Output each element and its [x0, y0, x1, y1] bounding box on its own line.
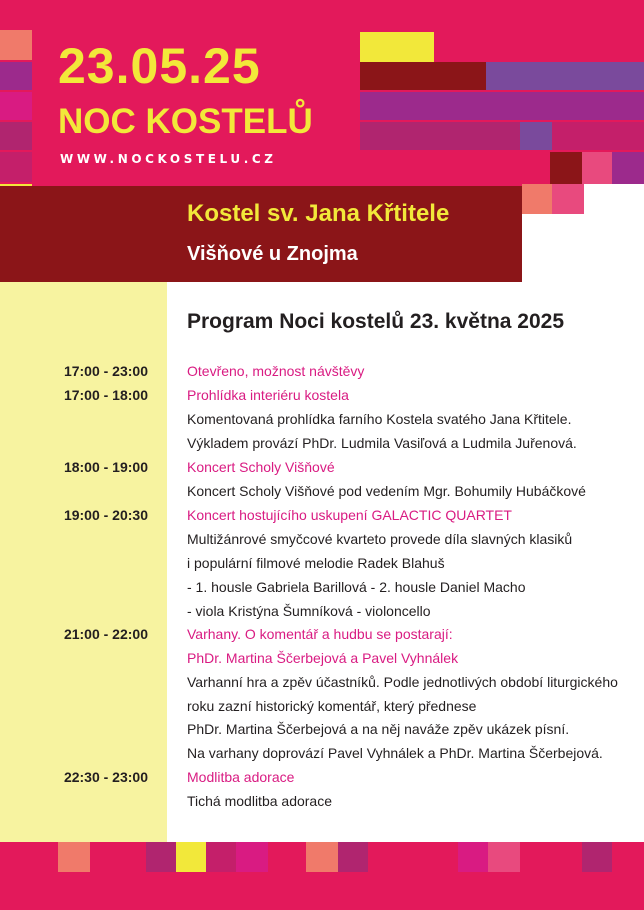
event-detail: Komentovaná prohlídka farního Kostela svatého Jana Křtitele. [187, 411, 572, 427]
event-headline: Prohlídka interiéru kostela [187, 387, 349, 403]
mosaic-tile [612, 152, 644, 184]
mosaic-tile [146, 842, 176, 872]
mosaic-tile [522, 184, 552, 214]
mosaic-tile [360, 62, 486, 90]
event-headline: Koncert Scholy Višňové [187, 459, 335, 475]
mosaic-tile [550, 152, 582, 184]
event-detail: roku zazní historický komentář, který přednese [187, 698, 477, 714]
mosaic-tile [522, 214, 644, 282]
event-detail: Koncert Scholy Višňové pod vedením Mgr. Bohumily Hubáčkové [187, 483, 586, 499]
mosaic-tile [0, 152, 32, 182]
mosaic-tile [206, 842, 236, 872]
mosaic-tile [458, 842, 488, 872]
event-detail: Varhanní hra a zpěv účastníků. Podle jednotlivých období liturgického [187, 674, 618, 690]
mosaic-tile [236, 842, 268, 872]
event-headline: PhDr. Martina Ščerbejová a Pavel Vyhnálek [187, 650, 459, 666]
event-detail: i populární filmové melodie Radek Blahuš [187, 555, 445, 571]
mosaic-tile [584, 184, 644, 214]
event-detail: Tichá modlitba adorace [187, 793, 333, 809]
mosaic-tile [0, 30, 32, 60]
event-time: 21:00 - 22:00 [63, 626, 148, 642]
mosaic-tile [360, 92, 644, 120]
mosaic-tile [552, 184, 584, 214]
event-time: 17:00 - 23:00 [63, 363, 148, 379]
event-title: NOC KOSTELŮ [58, 102, 313, 141]
event-date: 23.05.25 [58, 38, 261, 94]
event-time: 18:00 - 19:00 [63, 459, 148, 475]
mosaic-tile [488, 842, 520, 872]
program-title: Program Noci kostelů 23. května 2025 [187, 310, 565, 333]
mosaic-tile [582, 842, 612, 872]
mosaic-tile [0, 122, 32, 150]
mosaic-tile [0, 62, 32, 90]
event-detail: - 1. housle Gabriela Barillová - 2. housle Daniel Macho [187, 579, 526, 595]
event-time: 22:30 - 23:00 [63, 769, 148, 785]
church-place: Višňové u Znojma [187, 243, 358, 265]
mosaic-tile [552, 122, 644, 150]
mosaic-tile [582, 152, 612, 184]
event-headline: Otevřeno, možnost návštěvy [187, 363, 365, 379]
event-detail: Výkladem provází PhDr. Ludmila Vasiľová a Ludmila Juřenová. [187, 435, 577, 451]
mosaic-tile [338, 842, 368, 872]
mosaic-tile [58, 842, 90, 872]
event-detail: - viola Kristýna Šumníková - violoncello [187, 603, 431, 619]
event-headline: Varhany. O komentář a hudbu se postarají: [187, 626, 453, 642]
event-detail: Multižánrové smyčcové kvarteto provede díla slavných klasiků [187, 531, 573, 547]
mosaic-tile [306, 842, 338, 872]
event-time: 17:00 - 18:00 [63, 387, 148, 403]
mosaic-tile [0, 92, 32, 120]
event-detail: PhDr. Martina Ščerbejová a na něj naváže zpěv ukázek písní. [187, 721, 570, 737]
mosaic-tile [360, 122, 520, 150]
mosaic-tile [520, 122, 552, 150]
mosaic-tile [176, 842, 206, 872]
mosaic-tile [486, 62, 644, 90]
website-link[interactable]: WWW.NOCKOSTELU.CZ [60, 152, 277, 166]
event-headline: Koncert hostujícího uskupení GALACTIC QUARTET [187, 507, 512, 523]
event-detail: Na varhany doprovází Pavel Vyhnálek a PhDr. Martina Ščerbejová. [187, 745, 603, 761]
event-headline: Modlitba adorace [187, 769, 295, 785]
mosaic-tile [360, 32, 434, 62]
church-name: Kostel sv. Jana Křtitele [187, 200, 450, 227]
event-time: 19:00 - 20:30 [63, 507, 148, 523]
